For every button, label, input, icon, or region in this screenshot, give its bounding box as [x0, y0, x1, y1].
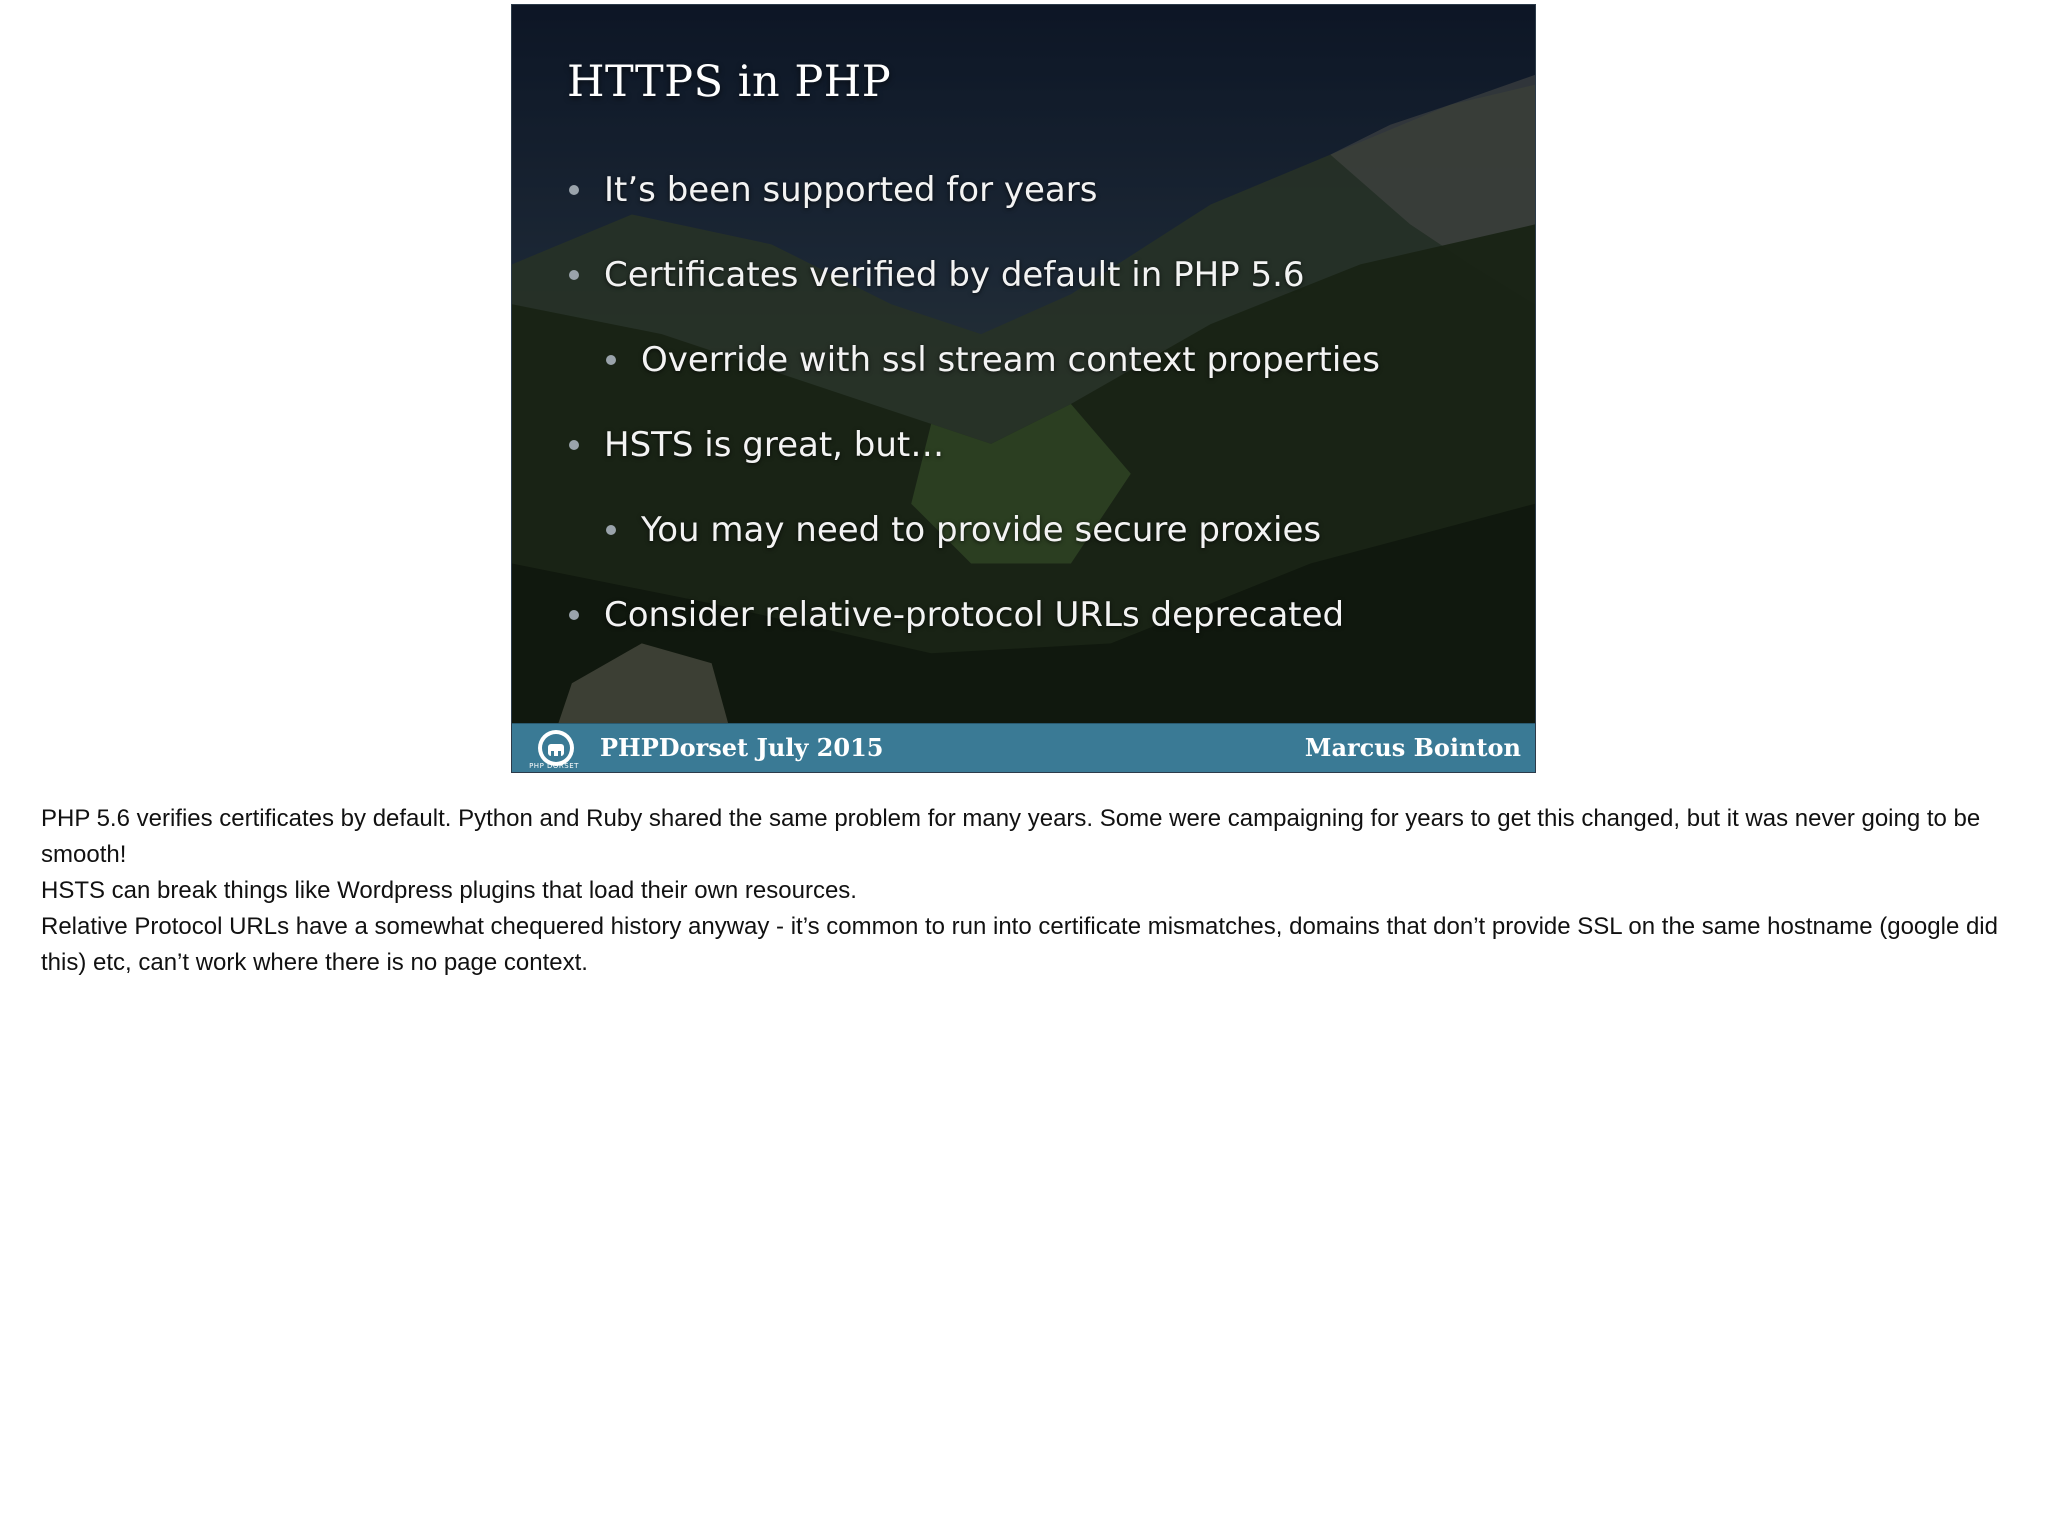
- sub-bullet-item: [641, 340, 1380, 380]
- slide-footer: [512, 723, 1535, 772]
- bullet-text: It’s been supported for years: [604, 170, 1098, 210]
- svg-text:PHP DORSET: PHP DORSET: [529, 762, 579, 770]
- bullet-dot-icon: [569, 270, 579, 280]
- event-label: PHPDorset July 2015: [600, 733, 884, 762]
- bullet-text: You may need to provide secure proxies: [641, 510, 1322, 550]
- bullet-dot-icon: [569, 185, 579, 195]
- bullet-item: [604, 170, 1097, 210]
- bullet-item: [604, 255, 1305, 295]
- sub-bullet-item: [641, 510, 1321, 550]
- author-label: Marcus Bointon: [1304, 733, 1521, 762]
- notes-paragraph: PHP 5.6 verifies certificates by default. Python and Ruby shared the same problem for many years. Some were campaigning for years to get this changed, but it was never going to be smooth!: [41, 805, 1981, 868]
- bullet-text: Consider relative-protocol URLs deprecated: [604, 595, 1345, 635]
- slide: [511, 4, 1536, 773]
- notes-paragraph: Relative Protocol URLs have a somewhat chequered history anyway - it’s common to run into certificate mismatches, domains that don’t provide SSL on the same hostname (google did this) etc, can’t work where there is no page context.: [41, 913, 1998, 976]
- bullet-dot-icon: [569, 610, 579, 620]
- slide-title: HTTPS in PHP: [567, 57, 892, 107]
- php-dorset-elephant-icon: [524, 728, 584, 770]
- notes-paragraph: HSTS can break things like Wordpress plugins that load their own resources.: [41, 877, 857, 904]
- bullet-dot-icon: [569, 440, 579, 450]
- mountain-valley-background: [512, 5, 1535, 772]
- bullet-text: HSTS is great, but…: [604, 425, 945, 465]
- bullet-text: Override with ssl stream context properties: [641, 340, 1380, 380]
- bullet-dot-icon: [606, 525, 616, 535]
- bullet-item: [604, 425, 944, 465]
- speaker-notes: [41, 801, 2001, 981]
- bullet-dot-icon: [606, 355, 616, 365]
- bullet-text: Certificates verified by default in PHP 5.6: [604, 255, 1305, 295]
- bullet-item: [604, 595, 1344, 635]
